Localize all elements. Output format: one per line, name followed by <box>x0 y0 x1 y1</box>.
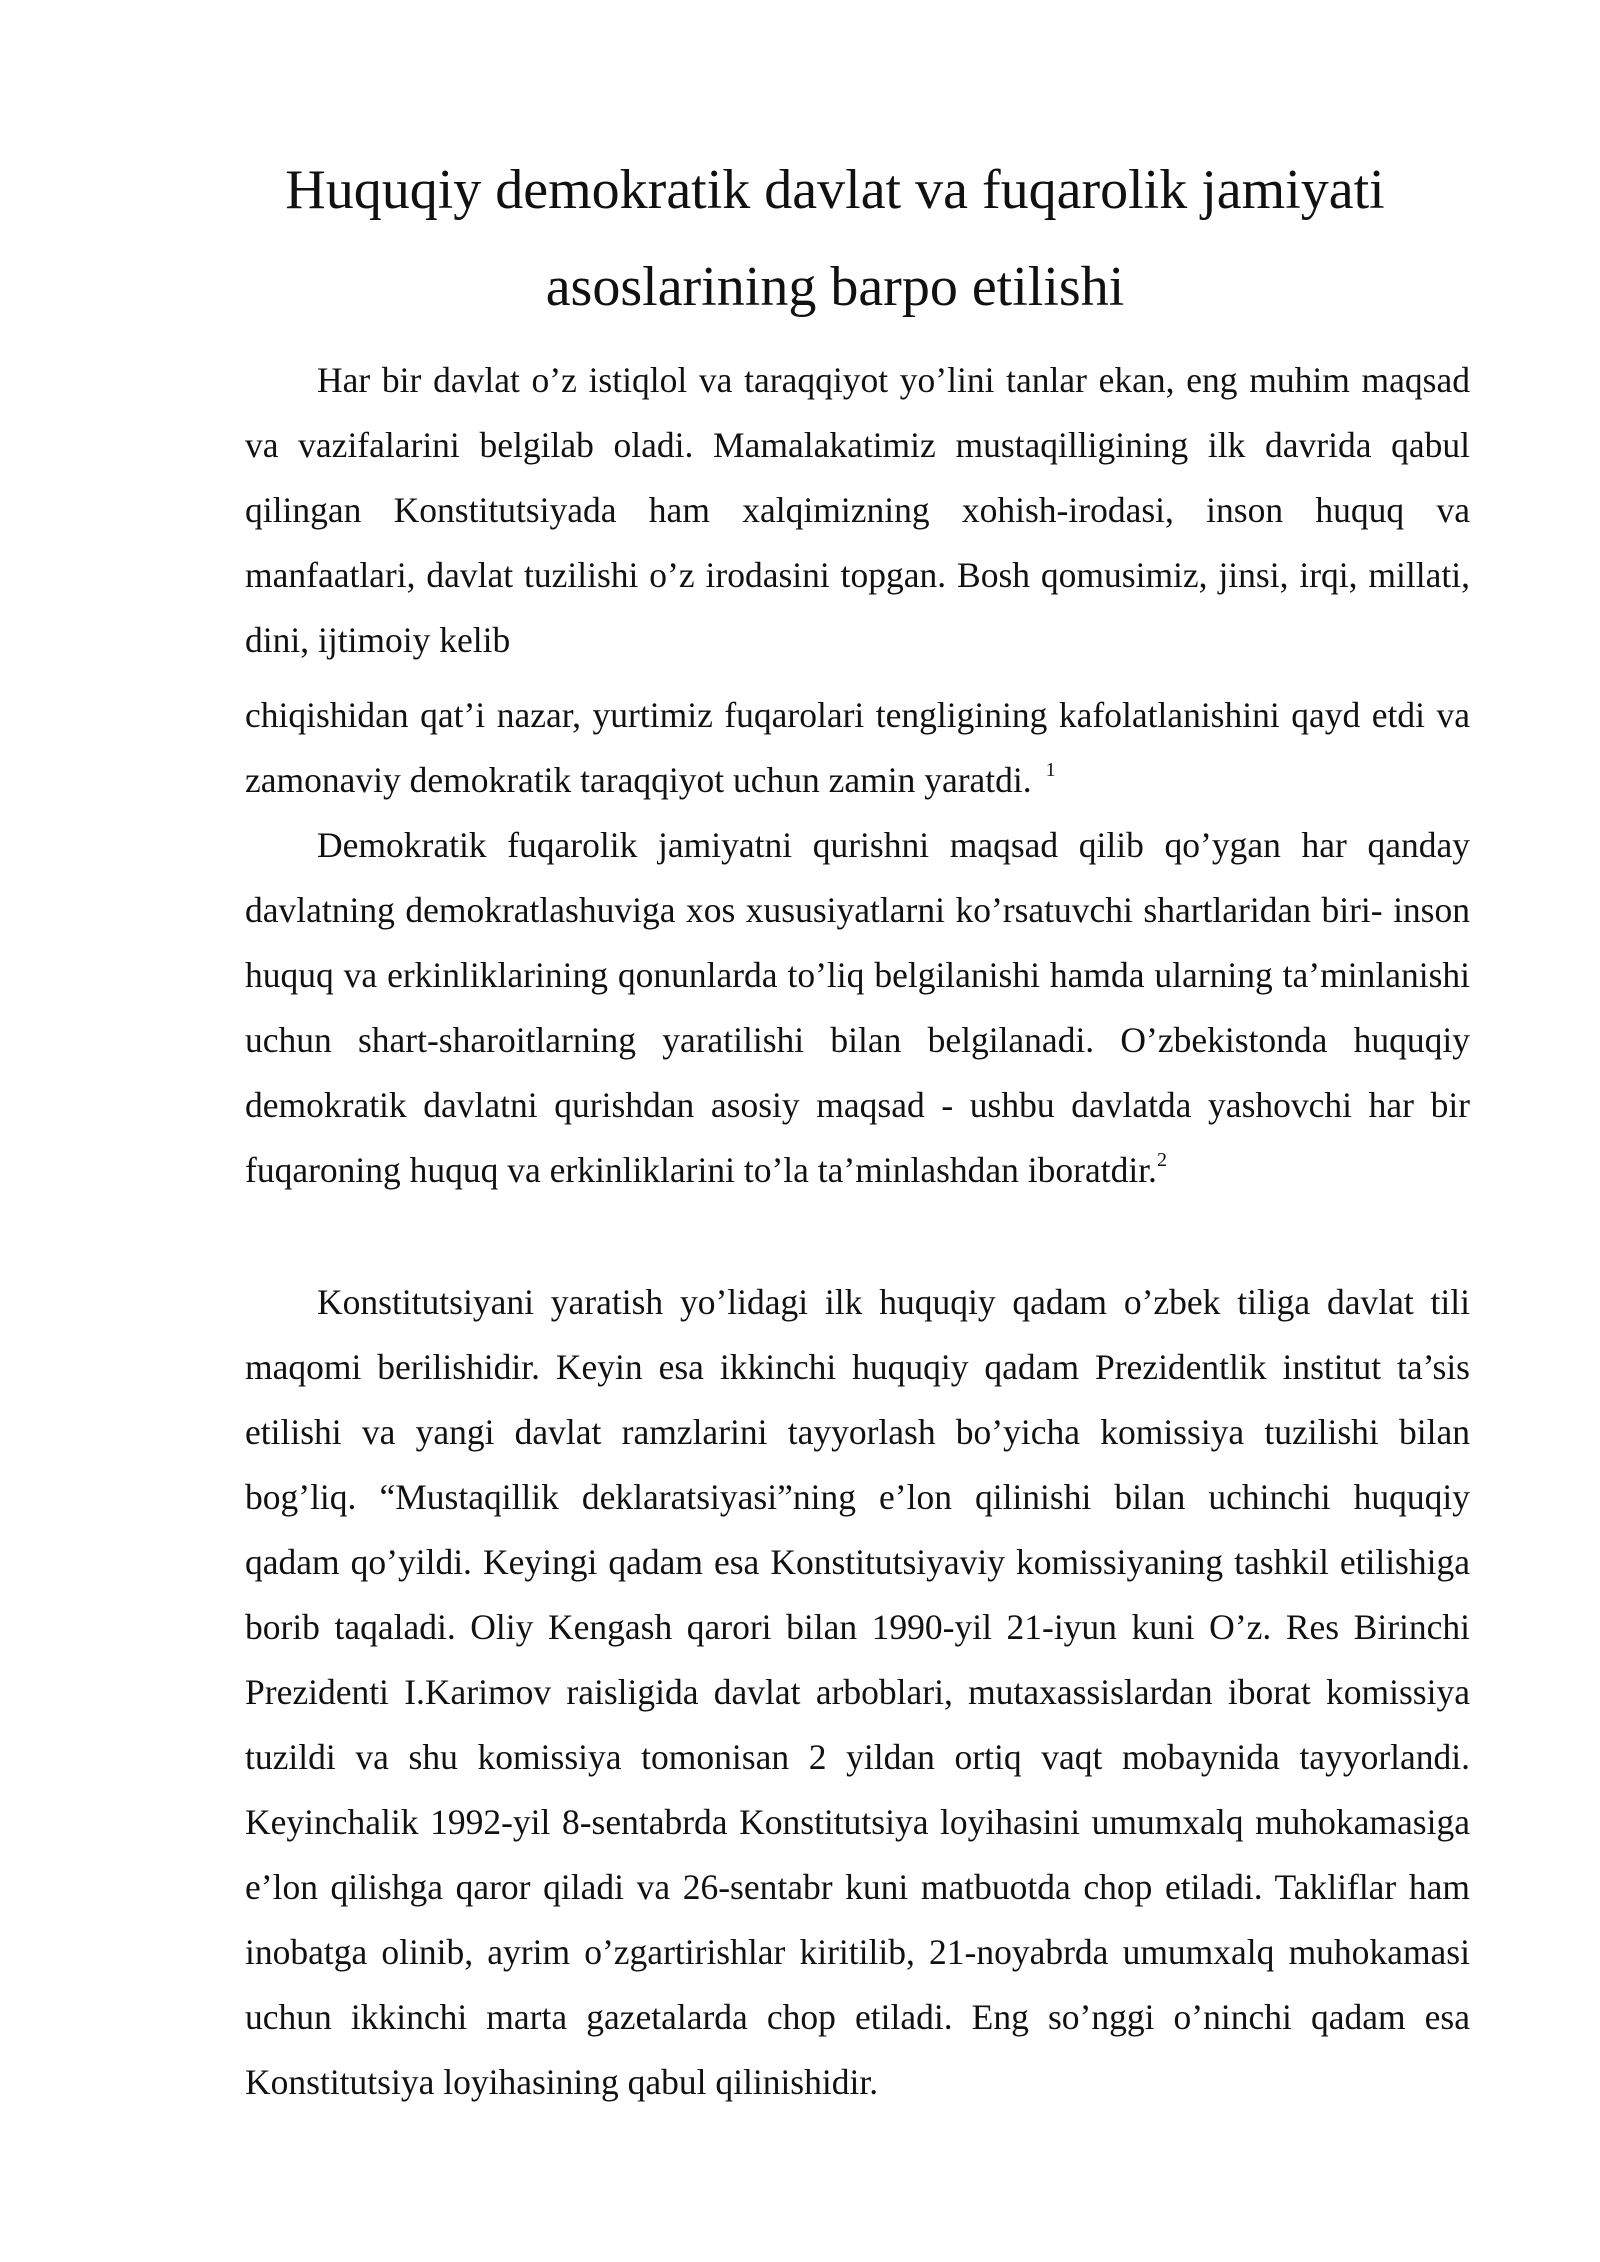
paragraph-3 <box>245 813 1470 1203</box>
footnote-ref-2[interactable]: 2 <box>1156 1149 1167 1171</box>
paragraph-1: Har bir davlat o’z istiqlol va taraqqiyot yo’lini tanlar ekan, eng muhim maqsad va vazifalarini belgilab oladi. Mamalakatimiz mustaqilligining ilk davrida qabul qilingan Konstitutsiyada ham xalqimizning xohish-irodasi, inson huquq va manfaatlari, davlat tuzilishi o’z irodasini topgan. Bosh qomusimiz, jinsi, irqi, millati, dini, ijtimoiy kelib <box>245 360 1470 660</box>
page-title <box>230 142 1440 336</box>
title-line-1: Huquqiy demokratik davlat va fuqarolik jamiyati <box>285 159 1385 221</box>
paragraph-block-2 <box>245 683 1470 813</box>
paragraph-2 <box>245 683 1470 813</box>
paragraph-3-text: Demokratik fuqarolik jamiyatni qurishni maqsad qilib qo’ygan har qanday davlatning demokratlashuviga xos xususiyatlarni ko’rsatuvchi shartlaridan biri- inson huquq va erkinliklarining qonunlarda to’liq belgilanishi hamda ularning ta’minlanishi uchun shart-sharoitlarning yaratilishi bilan belgilanadi. O’zbekistonda huquqiy demokratik davlatni qurishdan asosiy maqsad - ushbu davlatda yashovchi har bir fuqaroning huquq va erkinliklarini to’la ta’minlashdan iboratdir. <box>245 825 1470 1190</box>
paragraph-block-3 <box>245 813 1470 1203</box>
paragraph-block-1 <box>245 348 1470 673</box>
paragraph-block-4 <box>245 1270 1470 2115</box>
paragraph-2-text: chiqishidan qat’i nazar, yurtimiz fuqarolari tengligining kafolatlanishini qayd etdi va zamonaviy demokratik taraqqiyot uchun zamin yaratdi. <box>245 695 1470 800</box>
paragraph-4: Konstitutsiyani yaratish yo’lidagi ilk huquqiy qadam o’zbek tiliga davlat tili maqomi berilishidir. Keyin esa ikkinchi huquqiy qadam Prezidentlik institut ta’sis etilishi va yangi davlat ramzlarini tayyorlash bo’yicha komissiya tuzilishi bilan bog’liq. “Mustaqillik deklaratsiyasi”ning e’lon qilinishi bilan uchinchi huquqiy qadam qo’yildi. Keyingi qadam esa Konstitutsiyaviy komissiyaning tashkil etilishiga borib taqaladi. Oliy Kengash qarori bilan 1990-yil 21-iyun kuni O’z. Res Birinchi Prezidenti I.Karimov raisligida davlat arboblari, mutaxassislardan iborat komissiya tuzildi va shu komissiya tomonisan 2 yildan ortiq vaqt mobaynida tayyorlandi. Keyinchalik 1992-yil 8-sentabrda Konstitutsiya loyihasini umumxalq muhokamasiga e’lon qilishga qaror qiladi va 26-sentabr kuni matbuotda chop etiladi. Takliflar ham inobatga olinib, ayrim o’zgartirishlar kiritilib, 21-noyabrda umumxalq muhokamasi uchun ikkinchi marta gazetalarda chop etiladi. Eng so’nggi o’ninchi qadam esa Konstitutsiya loyihasining qabul qilinishidir. <box>245 1282 1470 2102</box>
footnote-ref-1[interactable]: 1 <box>1045 759 1056 781</box>
title-line-2: asoslarining barpo etilishi <box>545 256 1125 318</box>
